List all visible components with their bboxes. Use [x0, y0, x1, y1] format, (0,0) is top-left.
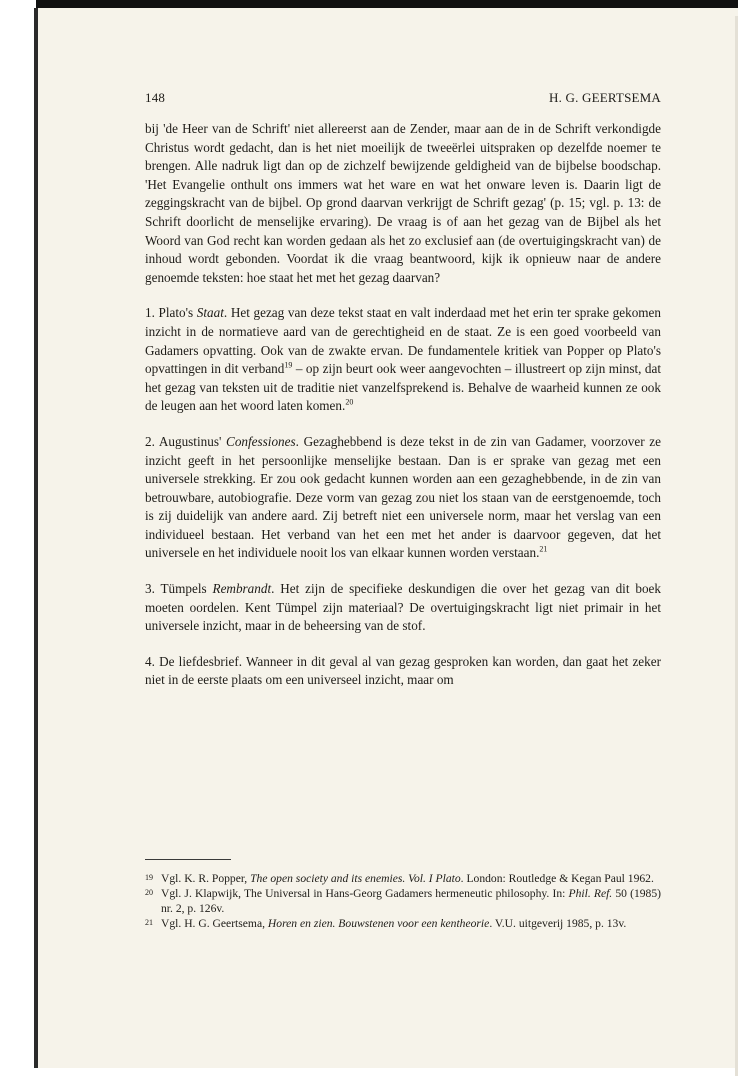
footnote-ref-21: 21 [539, 545, 548, 555]
footnote-text: Vgl. J. Klapwijk, The Universal in Hans-Georg Gadamers hermeneutic philosophy. In: [161, 887, 569, 901]
scan-top-border [0, 0, 738, 8]
footnote-21 [145, 917, 661, 931]
paragraph-augustinus [145, 433, 661, 563]
footnote-ref-19: 19 [284, 360, 293, 370]
paragraph-liefdesbrief: 4. De liefdesbrief. Wanneer in dit geval al van gezag gesproken kan worden, dan gaat het zeker niet in de eerste plaats om een universeel inzicht, maar om [145, 653, 661, 688]
footnotes [145, 872, 661, 933]
page-number: 148 [145, 90, 166, 105]
footnote-text: 50 (1985) nr. 2, p. 126v. [161, 887, 662, 915]
footnote-separator [145, 859, 231, 860]
augustinus-lead: 2. Augustinus' [145, 433, 227, 449]
plato-text-a: . Het gezag van deze tekst staat en valt inderdaad met het erin ter sprake gekomen inzicht in de normatieve aard van de gerechtigheid en de staat. Ze is een goed voorbeeld van Gadamers opvatting. Ook van de zwakte ervan. De fundamentele kritiek van Popper op Plato's opvattingen in dit verband [145, 305, 661, 377]
footnote-text: . London: Routledge & Kegan Paul 1962. [460, 872, 654, 885]
footnote-text: Vgl. H. G. Geertsema, [161, 917, 268, 931]
paragraph-tumpel [145, 580, 661, 636]
augustinus-text: . Gezaghebbend is deze tekst in de zin van Gadamer, voorzover ze inzicht geeft in het persoonlijke menselijke bestaan. Dan is er sprake van gezag met een universele strekking. Er zou ook gedacht kunnen worden aan een gezaghebbende, in de zin van betrouwbare, autobiografie. Deze vorm van gezag zou niet los staan van de eerstgenoemde, toch is zij duidelijk van andere aard. Zij betreft niet een universele norm, maar het verslag van een individueel bestaan. Het verband van het een met het ander is daarvoor gegeven, dat het universele en het individuele nooit los van elkaar kunnen worden verstaan. [145, 433, 661, 561]
scan-left-margin [0, 0, 36, 1068]
paragraph-intro: bij 'de Heer van de Schrift' niet allereerst aan de Zender, maar aan de in de Schrift verkondigde Christus wordt gedacht, dan is het niet moeilijk de tweeërlei uitspraken op dezelfde noemer te brengen. Alle nadruk ligt dan op de zichzelf bewijzende geldigheid van de bijbelse boodschap. 'Het Evangelie onthult ons immers wat het ware en wat het onware leven is. Daarin ligt de zeggingskracht van de bijbel. Op grond daarvan verkrijgt de Schrift gezag' (p. 15; vgl. p. 13: de Schrift doorlicht de menselijke ervaring). De vraag is of aan het gezag van de Bijbel als het Woord van God recht kan worden gedaan als het zo exclusief aan (de overtuigingskracht van) de inhoud wordt gebonden. Voordat ik die vraag beantwoord, kijk ik opnieuw naar de andere genoemde teksten: hoe staat het met het gezag daarvan? [145, 121, 661, 285]
footnote-text: Vgl. K. R. Popper, [161, 872, 251, 885]
footnote-20 [145, 887, 661, 916]
tumpel-title: Rembrandt [212, 581, 272, 597]
plato-text-b: – op zijn beurt ook weer aangevochten – illustreert op zijn minst, dat het gezag van teksten uit de traditie niet vanzelfsprekend is. Behalve de waarheid kunnen ze ook de leugen aan het woord laten komen. [145, 361, 662, 414]
running-header [145, 90, 661, 110]
paper-page [38, 8, 738, 1068]
plato-title: Staat [196, 305, 224, 321]
tumpel-lead: 3. Tümpels [145, 581, 213, 597]
footnote-title: Horen en zien. Bouwstenen voor een kentheorie [267, 917, 490, 931]
footnote-ref-20: 20 [345, 397, 354, 407]
running-head-author: H. G. GEERTSEMA [549, 90, 661, 105]
augustinus-title: Confessiones [226, 433, 296, 449]
body-text [145, 120, 661, 690]
paragraph-plato [145, 304, 661, 416]
footnote-title: The open society and its enemies. Vol. I Plato [250, 872, 461, 885]
footnote-number: 20 [145, 888, 153, 898]
footnote-number: 21 [145, 918, 153, 928]
plato-lead: 1. Plato's [145, 305, 197, 321]
footnote-title: Phil. Ref. [568, 887, 613, 901]
tumpel-text: . Het zijn de specifieke deskundigen die over het gezag van dit boek moeten oordelen. Kent Tümpel zijn materiaal? De overtuigingskracht ligt niet primair in het universele inzicht, maar in de beheersing van de stof. [145, 581, 661, 634]
footnote-number: 19 [145, 873, 153, 882]
footnote-19 [145, 872, 661, 886]
footnote-text: . V.U. uitgeverij 1985, p. 13v. [489, 917, 627, 931]
